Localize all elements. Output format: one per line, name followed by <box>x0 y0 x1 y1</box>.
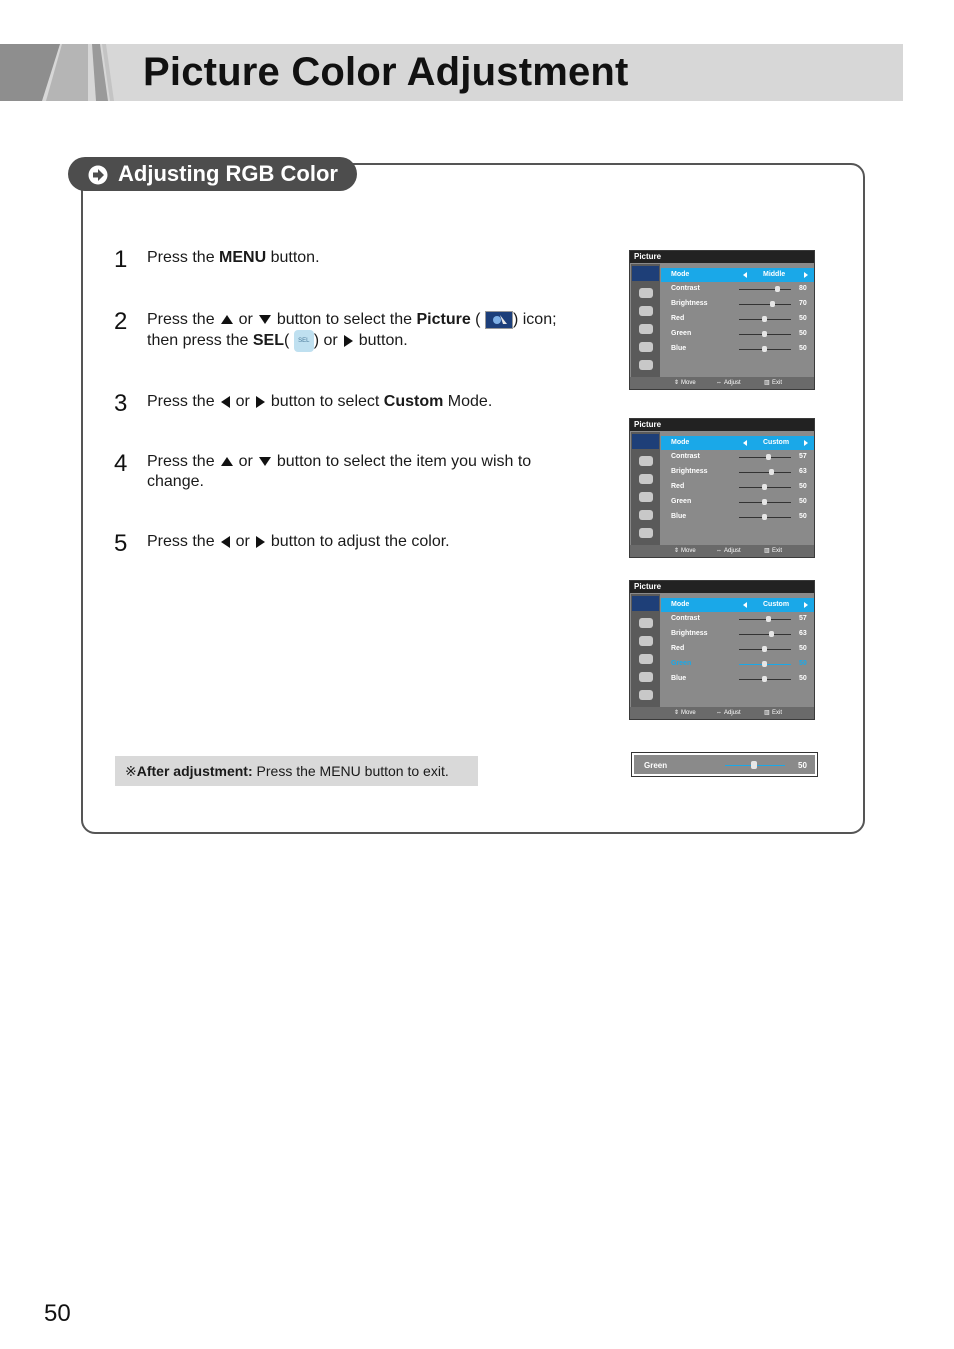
osd-row-label: Green <box>671 330 692 337</box>
step-text-part: then press the <box>147 332 253 350</box>
up-arrow-icon <box>221 315 233 324</box>
osd-foot-move: Move <box>681 380 696 386</box>
step-text-part: button to select <box>270 393 384 410</box>
osd-row-label: Mode <box>671 271 690 278</box>
channel-menu-icon <box>639 324 653 334</box>
osd-row-brightness <box>661 627 814 641</box>
osd-row-value: 50 <box>799 330 807 337</box>
function-menu-icon <box>639 672 653 682</box>
setup-menu-icon <box>639 306 653 316</box>
updown-arrows-icon: ⇕ <box>674 548 680 554</box>
triangle-left-icon <box>743 602 747 608</box>
osd-row-value: 50 <box>799 498 807 505</box>
osd-mode-value: Custom <box>763 439 790 446</box>
osd-row-label: Red <box>671 483 685 490</box>
green-bar-value: 50 <box>798 761 807 770</box>
osd-row-value: 50 <box>799 345 807 352</box>
osd-row-label: Contrast <box>671 615 700 622</box>
menu-square-icon: ▥ <box>764 548 770 554</box>
osd-row-blue <box>661 342 814 356</box>
green-bar-knob <box>751 761 757 769</box>
osd-row-label: Mode <box>671 601 690 608</box>
step-text-part: button to select the item you wish to <box>276 453 532 470</box>
picture-menu-icon <box>632 596 659 611</box>
banner-stripes-decoration <box>0 44 120 101</box>
osd-row-value: 50 <box>799 660 807 667</box>
picture-menu-icon <box>632 266 659 281</box>
osd-row-value: 80 <box>799 285 807 292</box>
osd-mode-row <box>661 436 814 450</box>
osd-row-red <box>661 642 814 656</box>
osd-slider-knob <box>766 616 771 622</box>
osd-slider-track <box>739 619 791 620</box>
note-bold-label: After adjustment: <box>136 763 253 779</box>
left-arrow-icon <box>221 536 230 548</box>
picture-menu-icon <box>485 311 513 329</box>
osd-row-green <box>661 327 814 341</box>
osd-mode-row <box>661 598 814 612</box>
step-text-part: or <box>238 453 253 470</box>
osd-slider-knob <box>762 646 767 652</box>
osd-row-label: Red <box>671 645 685 652</box>
lock-menu-icon <box>639 690 653 700</box>
step-number: 2 <box>114 308 128 335</box>
triangle-right-icon <box>804 272 808 278</box>
up-arrow-icon <box>221 457 233 466</box>
step-text <box>147 248 597 268</box>
osd-row-value: 63 <box>799 630 807 637</box>
osd-row-value: 50 <box>799 483 807 490</box>
osd-row-value: 50 <box>799 645 807 652</box>
after-adjustment-note <box>115 756 478 786</box>
triangle-left-icon <box>743 272 747 278</box>
osd-menu-screenshot-2 <box>629 418 815 558</box>
step-number: 4 <box>114 450 128 477</box>
osd-foot-adjust: Adjust <box>724 710 741 716</box>
osd-row-green <box>661 495 814 509</box>
note-symbol: ※ <box>125 763 137 779</box>
triangle-right-icon <box>804 602 808 608</box>
note-text: Press the MENU button to exit. <box>252 763 449 779</box>
menu-button-label: MENU <box>219 249 267 266</box>
osd-slider-knob <box>762 316 767 322</box>
triangle-right-icon <box>804 440 808 446</box>
osd-row-label: Mode <box>671 439 690 446</box>
function-menu-icon <box>639 510 653 520</box>
osd-row-label: Contrast <box>671 453 700 460</box>
step-text-part: ) icon; <box>512 311 557 328</box>
leftright-arrows-icon: ⇔ <box>716 380 722 386</box>
channel-menu-icon <box>639 654 653 664</box>
osd-footer <box>630 545 814 557</box>
osd-foot-move: Move <box>681 710 696 716</box>
osd-row-contrast <box>661 282 814 296</box>
osd-slider-knob <box>770 301 775 307</box>
osd-row-label: Brightness <box>671 468 708 475</box>
page-number: 50 <box>44 1300 71 1327</box>
osd-title: Picture <box>630 251 814 263</box>
step-text-part: Press the <box>147 533 215 550</box>
osd-row-value: 57 <box>799 615 807 622</box>
leftright-arrows-icon: ⇔ <box>716 710 722 716</box>
step-text-part: or <box>238 311 253 328</box>
osd-sidebar <box>631 594 660 708</box>
osd-row-value: 70 <box>799 300 807 307</box>
custom-label: Custom <box>383 393 444 410</box>
sound-menu-icon <box>639 618 653 628</box>
osd-slider-track <box>739 457 791 458</box>
osd-slider-track <box>739 304 791 305</box>
step-text-part: change. <box>147 473 204 490</box>
osd-row-value: 50 <box>799 315 807 322</box>
osd-mode-value: Middle <box>763 271 786 278</box>
osd-row-brightness <box>661 465 814 479</box>
osd-row-value: 57 <box>799 453 807 460</box>
step-text-part: Press the <box>147 249 220 266</box>
sel-button-label: SEL <box>252 332 284 350</box>
step-text-part: ) or <box>313 332 338 350</box>
sound-menu-icon <box>639 456 653 466</box>
updown-arrows-icon: ⇕ <box>674 380 680 386</box>
down-arrow-icon <box>259 457 271 466</box>
osd-row-label: Brightness <box>671 300 708 307</box>
osd-row-red <box>661 312 814 326</box>
osd-row-label: Brightness <box>671 630 708 637</box>
lock-menu-icon <box>639 528 653 538</box>
arrow-right-circle-icon <box>88 165 108 185</box>
step-text-part: or <box>235 393 250 410</box>
osd-mode-row <box>661 268 814 282</box>
osd-row-value: 63 <box>799 468 807 475</box>
leftright-arrows-icon: ⇔ <box>716 548 722 554</box>
osd-row-blue <box>661 510 814 524</box>
osd-row-value: 50 <box>799 675 807 682</box>
osd-slider-knob <box>769 469 774 475</box>
picture-menu-icon <box>632 434 659 449</box>
step-text-part: Press the <box>147 453 215 470</box>
step-text <box>147 310 597 352</box>
osd-row-label: Blue <box>671 675 687 682</box>
step-text-part: button to select the <box>276 311 417 328</box>
step-text <box>147 392 597 412</box>
osd-row-label: Green <box>671 498 692 505</box>
step-text <box>147 532 597 552</box>
osd-row-label: Contrast <box>671 285 700 292</box>
osd-slider-knob <box>775 286 780 292</box>
osd-slider-knob <box>762 331 767 337</box>
step-text-part: ( <box>283 332 290 350</box>
osd-row-contrast <box>661 450 814 464</box>
section-header <box>68 157 357 191</box>
osd-slider-knob <box>762 676 767 682</box>
osd-title: Picture <box>630 581 814 593</box>
osd-slider-knob <box>769 631 774 637</box>
updown-arrows-icon: ⇕ <box>674 710 680 716</box>
right-arrow-icon <box>256 536 265 548</box>
green-adjust-bar-inner <box>634 755 815 774</box>
right-arrow-icon <box>256 396 265 408</box>
step-text-part: button. <box>266 249 320 266</box>
osd-sidebar <box>631 432 660 546</box>
osd-slider-knob <box>762 661 767 667</box>
osd-row-value: 50 <box>799 513 807 520</box>
osd-menu-screenshot-1 <box>629 250 815 390</box>
osd-footer <box>630 377 814 389</box>
green-adjust-bar <box>631 752 818 777</box>
green-bar-label: Green <box>644 761 668 770</box>
osd-title: Picture <box>630 419 814 431</box>
osd-footer <box>630 707 814 719</box>
step-number: 1 <box>114 246 128 273</box>
setup-menu-icon <box>639 636 653 646</box>
osd-foot-exit: Exit <box>772 548 783 554</box>
osd-row-red <box>661 480 814 494</box>
step-text-part: or <box>235 533 250 550</box>
osd-sidebar <box>631 264 660 378</box>
osd-row-contrast <box>661 612 814 626</box>
osd-mode-value: Custom <box>763 601 790 608</box>
osd-slider-knob <box>762 346 767 352</box>
picture-label: Picture <box>416 311 471 328</box>
osd-slider-knob <box>762 514 767 520</box>
osd-row-green-selected <box>661 657 814 671</box>
lock-menu-icon <box>639 360 653 370</box>
osd-foot-exit: Exit <box>772 710 783 716</box>
channel-menu-icon <box>639 492 653 502</box>
left-arrow-icon <box>221 396 230 408</box>
section-title: Adjusting RGB Color <box>118 161 338 186</box>
step-text-part: button to adjust the color. <box>270 533 450 550</box>
function-menu-icon <box>639 342 653 352</box>
right-arrow-icon <box>344 335 353 347</box>
osd-row-label: Blue <box>671 513 687 520</box>
page-title: Picture Color Adjustment <box>143 50 629 94</box>
osd-foot-exit: Exit <box>772 380 783 386</box>
osd-slider-track <box>739 289 791 290</box>
osd-slider-track <box>739 634 791 635</box>
osd-slider-knob <box>762 499 767 505</box>
step-text <box>147 452 597 492</box>
step-text-part: Press the <box>147 393 215 410</box>
menu-square-icon: ▥ <box>764 380 770 386</box>
sel-button-icon: SEL <box>294 330 314 352</box>
menu-square-icon: ▥ <box>764 710 770 716</box>
osd-foot-move: Move <box>681 548 696 554</box>
osd-row-label: Green <box>671 660 692 667</box>
step-number: 5 <box>114 530 128 557</box>
step-text-part: ( <box>470 311 481 328</box>
osd-foot-adjust: Adjust <box>724 548 741 554</box>
step-number: 3 <box>114 390 128 417</box>
osd-row-label: Red <box>671 315 685 322</box>
step-text-part: Press the <box>147 311 215 328</box>
step-text-part: button. <box>358 332 408 350</box>
sound-menu-icon <box>639 288 653 298</box>
osd-slider-knob <box>762 484 767 490</box>
down-arrow-icon <box>259 315 271 324</box>
osd-menu-screenshot-3 <box>629 580 815 720</box>
osd-foot-adjust: Adjust <box>724 380 741 386</box>
step-text-part: Mode. <box>443 393 493 410</box>
osd-slider-track <box>739 472 791 473</box>
osd-row-blue <box>661 672 814 686</box>
osd-slider-knob <box>766 454 771 460</box>
osd-row-brightness <box>661 297 814 311</box>
setup-menu-icon <box>639 474 653 484</box>
triangle-left-icon <box>743 440 747 446</box>
osd-row-label: Blue <box>671 345 687 352</box>
